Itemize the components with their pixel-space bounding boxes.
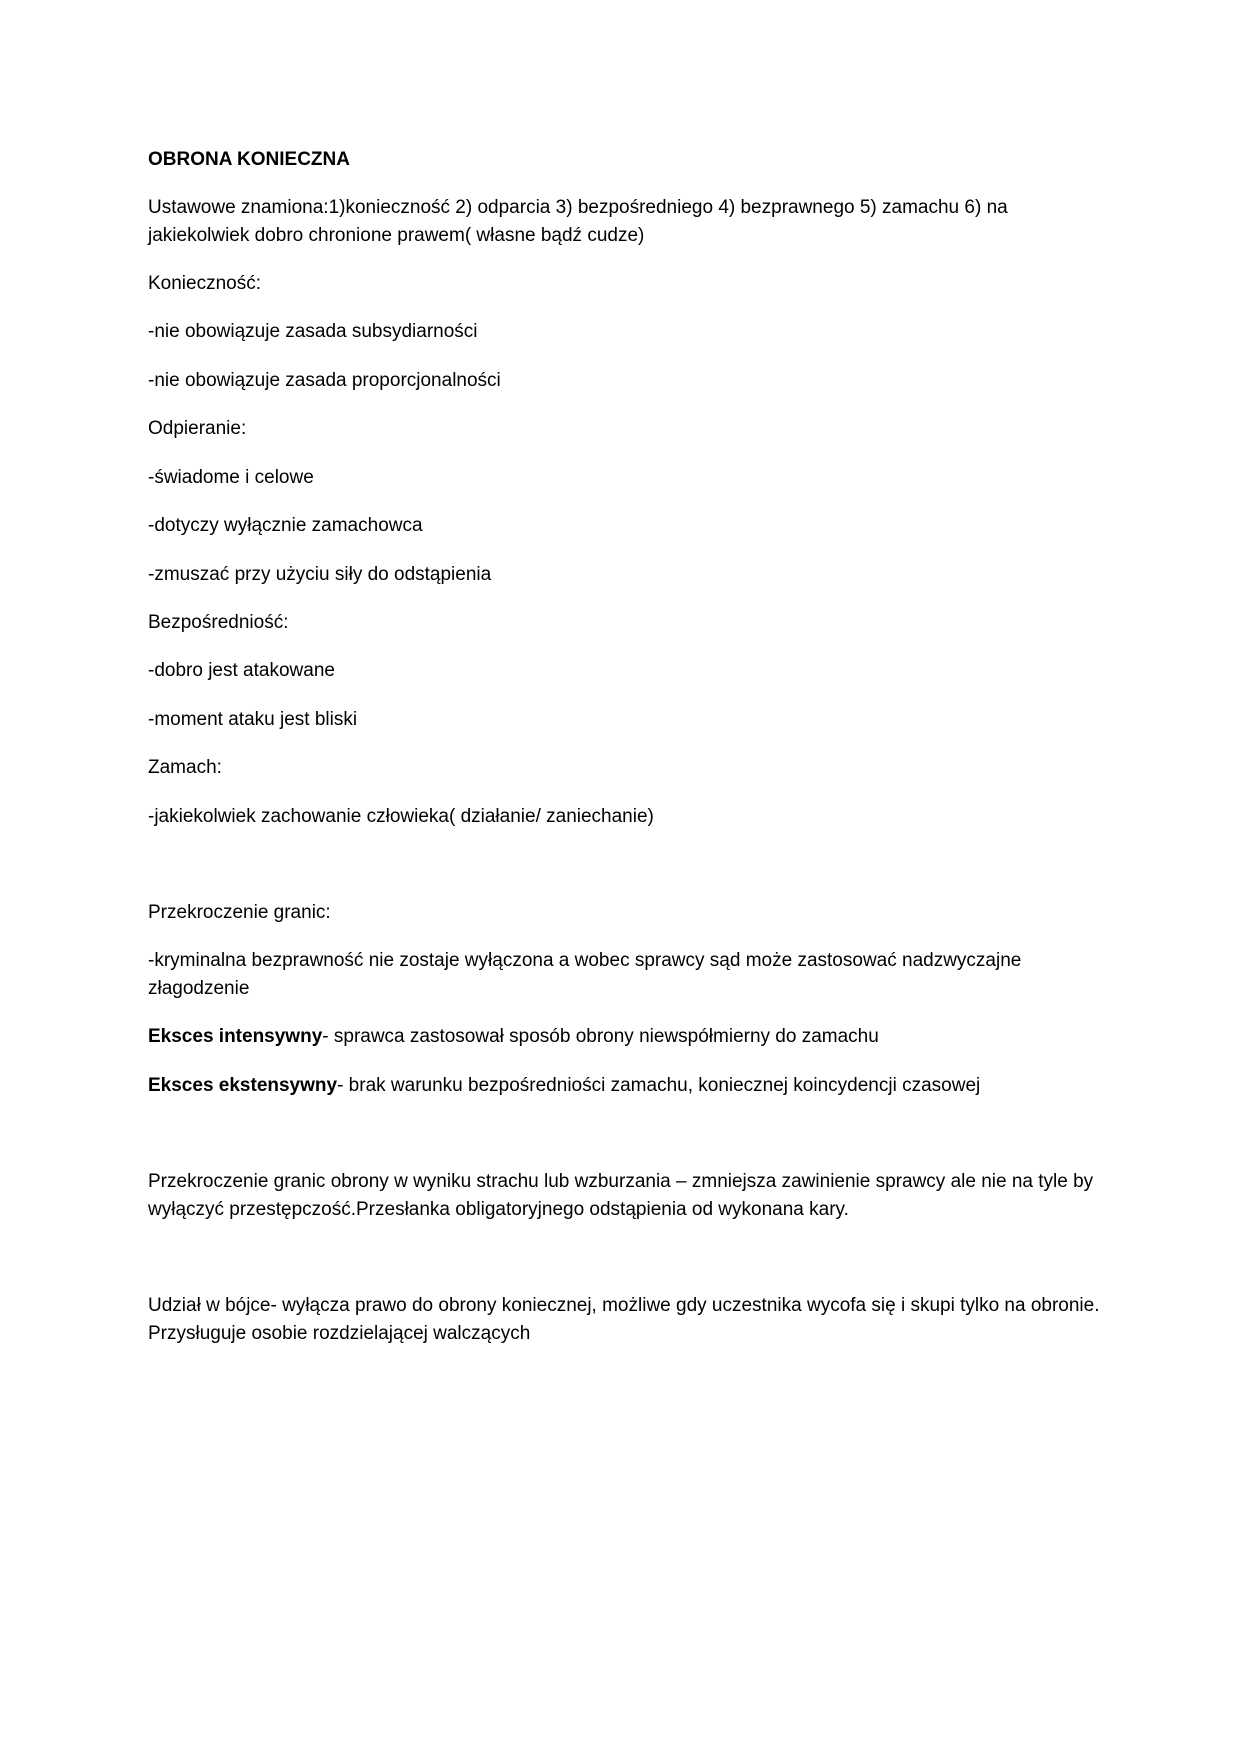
intro-paragraph: Ustawowe znamiona:1)konieczność 2) odparcia 3) bezpośredniego 4) bezprawnego 5) zamachu 6) na jakiekolwiek dobro chronione prawem( własne bądź cudze): [148, 197, 1008, 246]
heading-koniecznosc: Konieczność:: [148, 273, 262, 294]
list-item: -świadome i celowe: [148, 467, 314, 488]
bojka-paragraph: Udział w bójce- wyłącza prawo do obrony koniecznej, możliwe gdy uczestnika wycofa się i skupi tylko na obronie. Przysługuje osobie rozdzielającej walczących: [148, 1295, 1100, 1344]
heading-bezposredniosc: Bezpośredniość:: [148, 612, 289, 633]
eksces-intensywny-term: Eksces intensywny: [148, 1026, 323, 1047]
eksces-ekstensywny-definition: - brak warunku bezpośredniości zamachu, koniecznej koincydencji czasowej: [337, 1075, 981, 1096]
list-item: -nie obowiązuje zasada subsydiarności: [148, 321, 478, 342]
list-item: -dobro jest atakowane: [148, 660, 335, 681]
heading-zamach: Zamach:: [148, 757, 222, 778]
eksces-ekstensywny-term: Eksces ekstensywny: [148, 1075, 338, 1096]
heading-przekroczenie-granic: Przekroczenie granic:: [148, 902, 331, 923]
list-item: -dotyczy wyłącznie zamachowca: [148, 515, 423, 536]
list-item: -jakiekolwiek zachowanie człowieka( działanie/ zaniechanie): [148, 806, 654, 827]
eksces-intensywny-paragraph: [148, 1023, 879, 1051]
list-item: -nie obowiązuje zasada proporcjonalności: [148, 370, 501, 391]
eksces-ekstensywny-paragraph: [148, 1072, 980, 1100]
strach-paragraph: Przekroczenie granic obrony w wyniku strachu lub wzburzania – zmniejsza zawinienie sprawcy ale nie na tyle by wyłączyć przestępczość.Przesłanka obligatoryjnego odstąpienia od wykonana kary.: [148, 1171, 1094, 1220]
heading-odpieranie: Odpieranie:: [148, 418, 247, 439]
eksces-intensywny-definition: - sprawca zastosował sposób obrony niewspółmierny do zamachu: [322, 1026, 879, 1047]
list-item: -zmuszać przy użyciu siły do odstąpienia: [148, 564, 492, 585]
list-item: -moment ataku jest bliski: [148, 709, 358, 730]
document-title: OBRONA KONIECZNA: [148, 149, 350, 170]
przekroczenie-paragraph: -kryminalna bezprawność nie zostaje wyłączona a wobec sprawcy sąd może zastosować nadzwyczajne złagodzenie: [148, 950, 1022, 999]
